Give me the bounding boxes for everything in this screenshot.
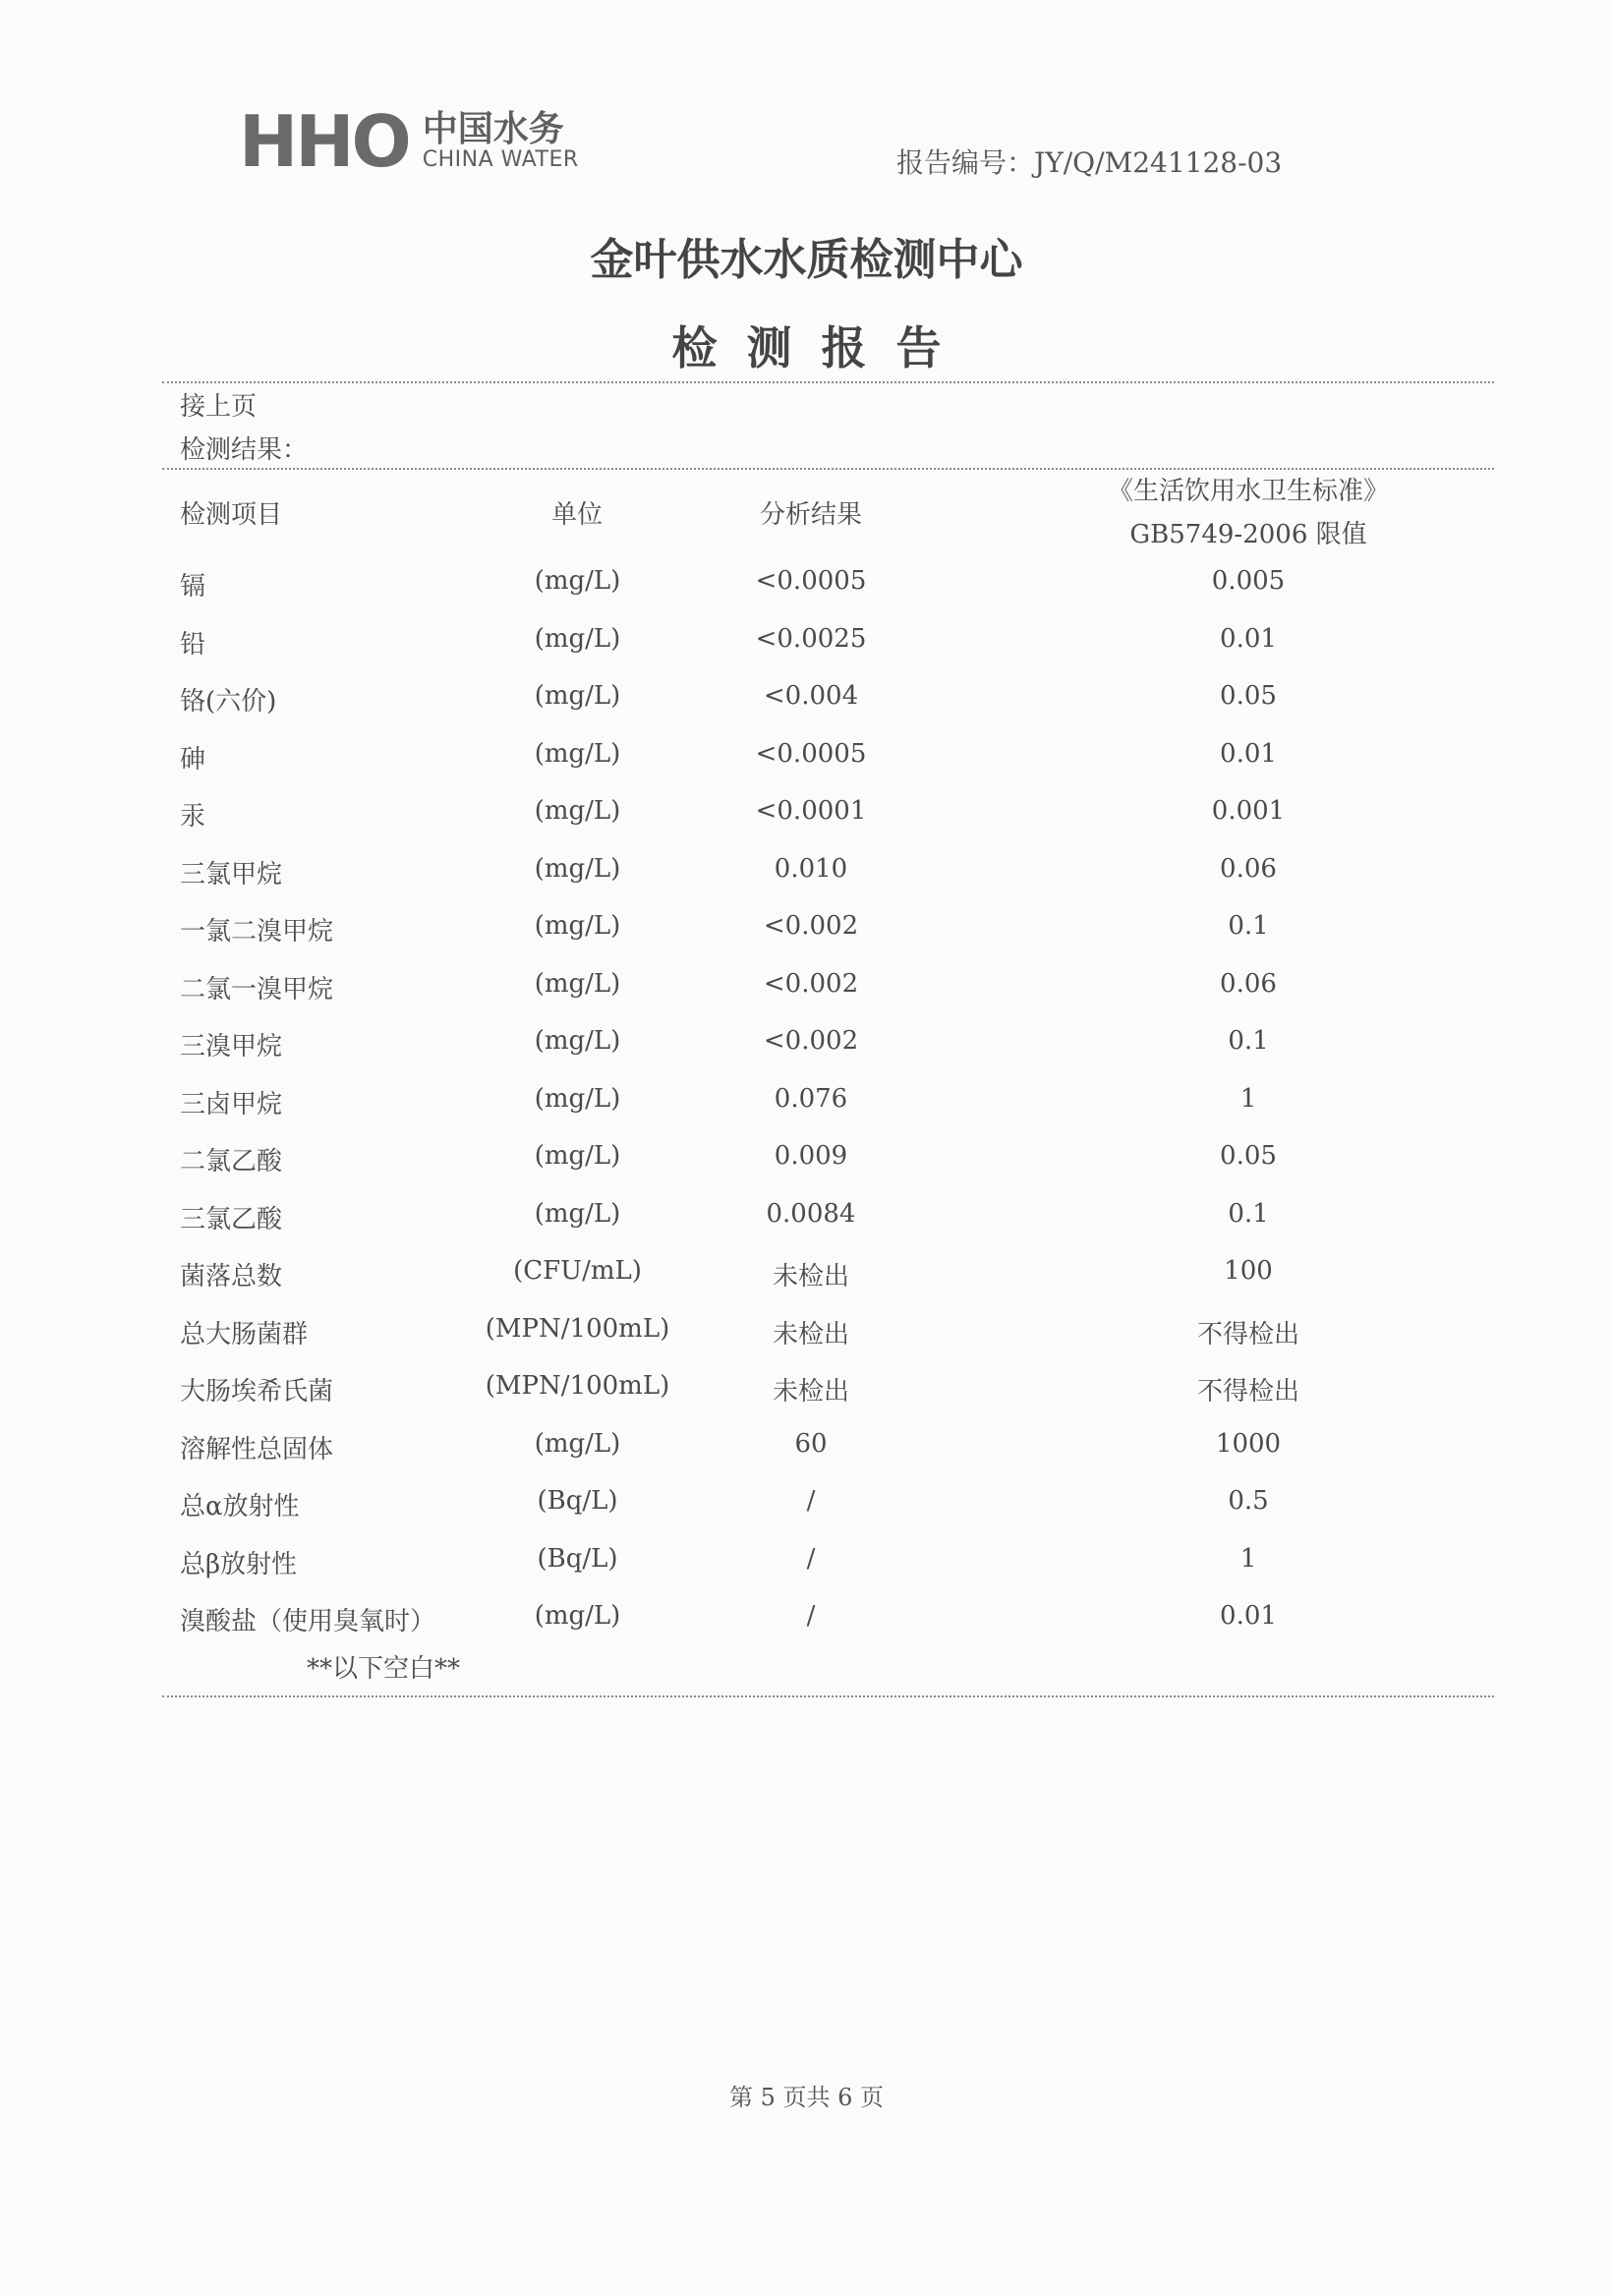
item-name: 总β放射性 <box>180 1549 298 1579</box>
item-result: <0.0001 <box>755 796 867 826</box>
item-result: / <box>806 1601 816 1631</box>
item-limit: 0.01 <box>1220 738 1277 769</box>
item-unit: (mg/L) <box>534 1198 621 1229</box>
table-row <box>0 1193 1613 1251</box>
item-unit: (mg/L) <box>534 1601 621 1631</box>
column-header-standard <box>1042 470 1455 556</box>
logo-mark: HHO <box>239 100 409 183</box>
item-unit: (Bq/L) <box>537 1486 618 1516</box>
item-limit: 0.1 <box>1228 911 1269 941</box>
item-limit: 0.05 <box>1220 681 1277 711</box>
item-result: <0.002 <box>763 911 859 941</box>
item-unit: (CFU/mL) <box>513 1256 642 1286</box>
item-result: 未检出 <box>772 1319 849 1349</box>
item-name: 菌落总数 <box>180 1262 283 1292</box>
column-header-result: 分析结果 <box>759 500 862 530</box>
top-divider <box>162 381 1494 383</box>
item-name: 二氯一溴甲烷 <box>180 974 334 1004</box>
item-result: / <box>806 1486 816 1516</box>
item-unit: (mg/L) <box>534 1141 621 1171</box>
item-result: <0.002 <box>763 968 859 999</box>
company-logo <box>239 100 579 183</box>
item-name: 三氯甲烷 <box>180 859 283 890</box>
item-unit: (mg/L) <box>534 796 621 826</box>
table-row <box>0 1020 1613 1078</box>
item-result: 60 <box>794 1428 828 1459</box>
table-row <box>0 1480 1613 1538</box>
column-header-unit: 单位 <box>550 500 603 530</box>
logo-chinese: 中国水务 <box>422 108 564 149</box>
table-row <box>0 618 1613 676</box>
item-unit: (mg/L) <box>534 566 621 596</box>
item-name: 溶解性总固体 <box>180 1434 334 1464</box>
item-result: 未检出 <box>772 1262 849 1292</box>
table-row <box>0 1423 1613 1481</box>
item-unit: (Bq/L) <box>537 1543 618 1574</box>
item-name: 二氯乙酸 <box>180 1147 283 1177</box>
item-result: 未检出 <box>772 1377 849 1406</box>
item-limit: 0.1 <box>1228 1198 1269 1229</box>
item-limit: 不得检出 <box>1196 1319 1299 1349</box>
item-unit: (mg/L) <box>534 911 621 941</box>
item-name: 镉 <box>180 572 206 602</box>
item-name: 铅 <box>180 629 206 660</box>
item-limit: 100 <box>1224 1256 1273 1286</box>
results-label: 检测结果： <box>180 435 309 465</box>
page-footer: 第 5 页共 6 页 <box>728 2084 885 2111</box>
item-limit: 1 <box>1239 1543 1257 1574</box>
item-unit: (mg/L) <box>534 1083 621 1114</box>
bottom-divider <box>162 1695 1494 1697</box>
table-row <box>0 1078 1613 1136</box>
item-limit: 0.06 <box>1220 853 1277 884</box>
item-result: <0.002 <box>763 1026 859 1056</box>
item-result: <0.0005 <box>755 738 867 769</box>
table-row <box>0 733 1613 791</box>
item-limit: 不得检出 <box>1196 1377 1299 1406</box>
item-name: 总大肠菌群 <box>180 1319 309 1349</box>
table-row <box>0 1595 1613 1653</box>
item-limit: 0.001 <box>1211 796 1286 826</box>
item-limit: 0.01 <box>1220 1601 1277 1631</box>
item-limit: 0.005 <box>1211 566 1286 596</box>
item-name: 总α放射性 <box>180 1492 300 1521</box>
item-unit: (MPN/100mL) <box>485 1313 670 1344</box>
column-header-item: 检测项目 <box>180 500 283 530</box>
item-name: 一氯二溴甲烷 <box>180 917 334 947</box>
table-row <box>0 790 1613 848</box>
item-name: 汞 <box>180 802 206 832</box>
item-unit: (mg/L) <box>534 968 621 999</box>
table-row <box>0 675 1613 733</box>
table-row <box>0 848 1613 906</box>
report-number: 报告编号：JY/Q/M241128-03 <box>896 146 1283 179</box>
item-result: 0.009 <box>774 1141 848 1171</box>
item-limit: 0.5 <box>1228 1486 1269 1516</box>
standard-limit-label: GB5749-2006 限值 <box>1129 520 1367 549</box>
table-row <box>0 1538 1613 1596</box>
item-name: 溴酸盐（使用臭氧时） <box>180 1607 436 1636</box>
item-name: 铬(六价) <box>180 687 277 717</box>
item-limit: 1 <box>1239 1083 1257 1114</box>
item-name: 三溴甲烷 <box>180 1032 283 1062</box>
item-result: / <box>806 1543 816 1574</box>
table-row <box>0 1250 1613 1308</box>
table-row <box>0 560 1613 618</box>
document-title: 金叶供水水质检测中心 <box>590 235 1023 285</box>
item-limit: 0.06 <box>1220 968 1277 999</box>
item-limit: 0.01 <box>1220 623 1277 654</box>
item-unit: (mg/L) <box>534 738 621 769</box>
item-name: 三卤甲烷 <box>180 1089 283 1119</box>
item-name: 三氯乙酸 <box>180 1204 283 1234</box>
item-unit: (mg/L) <box>534 623 621 654</box>
blank-below-note: **以下空白** <box>307 1654 461 1684</box>
standard-name: 《生活饮用水卫生标准》 <box>1107 477 1389 506</box>
item-name: 砷 <box>180 744 206 775</box>
item-limit: 0.05 <box>1220 1141 1277 1171</box>
table-row <box>0 1135 1613 1193</box>
logo-english: CHINA WATER <box>422 147 579 173</box>
item-unit: (mg/L) <box>534 681 621 711</box>
table-row <box>0 905 1613 963</box>
table-row <box>0 1308 1613 1366</box>
item-result: <0.004 <box>763 681 859 711</box>
item-unit: (mg/L) <box>534 853 621 884</box>
item-result: 0.076 <box>774 1083 848 1114</box>
item-limit: 0.1 <box>1228 1026 1269 1056</box>
item-result: 0.010 <box>774 853 848 884</box>
logo-text <box>422 108 579 173</box>
item-result: 0.0084 <box>766 1198 856 1229</box>
item-unit: (mg/L) <box>534 1026 621 1056</box>
item-result: <0.0025 <box>755 623 867 654</box>
table-row <box>0 963 1613 1021</box>
item-limit: 1000 <box>1215 1428 1282 1459</box>
item-unit: (MPN/100mL) <box>485 1371 670 1401</box>
results-table <box>0 560 1613 1653</box>
continued-note: 接上页 <box>180 392 258 422</box>
table-row <box>0 1365 1613 1423</box>
item-unit: (mg/L) <box>534 1428 621 1459</box>
item-name: 大肠埃希氏菌 <box>180 1377 334 1406</box>
document-subtitle: 检测报告 <box>671 321 971 374</box>
item-result: <0.0005 <box>755 566 867 596</box>
